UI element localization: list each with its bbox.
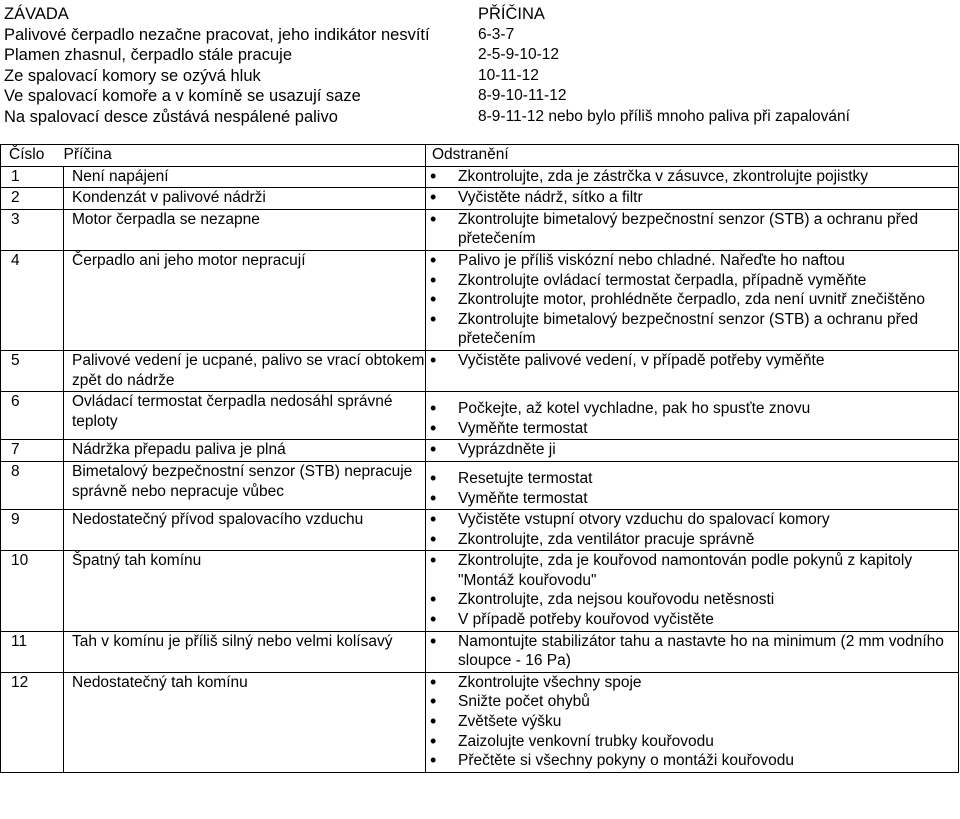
remedy-list — [426, 167, 954, 187]
row-cause: Nedostatečný tah komínu — [64, 672, 426, 772]
remedy-list — [426, 469, 954, 508]
row-cause: Nedostatečný přívod spalovacího vzduchu — [64, 510, 426, 551]
remedy-list — [426, 440, 954, 460]
summary-causes: 10-11-12 — [478, 66, 539, 84]
table-row — [1, 440, 959, 462]
remedy-item: • Zvětšete výšku — [426, 712, 954, 732]
remedy-item: • Zkontrolujte, zda nejsou kouřovodu netěsnosti — [426, 590, 954, 610]
troubleshooting-table — [0, 144, 959, 773]
remedy-item: • Zkontrolujte ovládací termostat čerpadla, případně vyměňte — [426, 271, 954, 291]
row-number: 10 — [1, 551, 64, 631]
cause-column-header: Příčina — [64, 145, 426, 167]
number-column-header: Číslo — [1, 145, 64, 167]
remedy-column-header: Odstranění — [426, 145, 959, 167]
remedy-list — [426, 351, 954, 371]
remedy-item: • Zkontrolujte bimetalový bezpečnostní senzor (STB) a ochranu před přetečením — [426, 210, 954, 249]
row-remedies — [426, 440, 959, 462]
fault-cause-summary — [4, 4, 960, 127]
row-number: 4 — [1, 250, 64, 350]
remedy-item: • Zkontrolujte všechny spoje — [426, 673, 954, 693]
fault-column-header: ZÁVADA — [4, 5, 69, 23]
row-number: 7 — [1, 440, 64, 462]
remedy-item: • Palivo je příliš viskózní nebo chladné. Nařeďte ho naftou — [426, 251, 954, 271]
remedy-item: • Počkejte, až kotel vychladne, pak ho spusťte znovu — [426, 399, 954, 419]
row-cause: Kondenzát v palivové nádrži — [64, 188, 426, 210]
row-remedies — [426, 209, 959, 250]
row-remedies — [426, 461, 959, 509]
table-row — [1, 166, 959, 188]
row-remedies — [426, 350, 959, 391]
summary-row — [4, 45, 960, 66]
summary-causes: 8-9-11-12 nebo bylo příliš mnoho paliva při zapalování — [478, 107, 850, 125]
table-row — [1, 250, 959, 350]
row-cause: Čerpadlo ani jeho motor nepracují — [64, 250, 426, 350]
row-number: 1 — [1, 166, 64, 188]
row-number: 12 — [1, 672, 64, 772]
remedy-list — [426, 510, 954, 549]
row-remedies — [426, 392, 959, 440]
summary-causes: 8-9-10-11-12 — [478, 87, 567, 104]
remedy-item: • Resetujte termostat — [426, 469, 954, 489]
summary-fault: Na spalovací desce zůstává nespálené palivo — [4, 107, 338, 126]
remedy-item: • Vyměňte termostat — [426, 489, 954, 509]
table-row — [1, 510, 959, 551]
remedy-item: • Vyprázdněte ji — [426, 440, 954, 460]
row-remedies — [426, 551, 959, 631]
row-number: 5 — [1, 350, 64, 391]
remedy-list — [426, 251, 954, 349]
remedy-list — [426, 673, 954, 771]
remedy-item: • Namontujte stabilizátor tahu a nastavte ho na minimum (2 mm vodního sloupce - 16 Pa) — [426, 632, 954, 671]
table-row — [1, 551, 959, 631]
remedy-list — [426, 632, 954, 671]
row-number: 9 — [1, 510, 64, 551]
summary-row — [4, 86, 960, 107]
table-row — [1, 188, 959, 210]
summary-fault: Plamen zhasnul, čerpadlo stále pracuje — [4, 46, 293, 64]
table-header-row — [1, 145, 959, 167]
row-cause: Bimetalový bezpečnostní senzor (STB) nepracuje správně nebo nepracuje vůbec — [64, 461, 426, 509]
remedy-item: • Snižte počet ohybů — [426, 692, 954, 712]
remedy-item: • Vyměňte termostat — [426, 419, 954, 439]
remedy-item: • Vyčistěte vstupní otvory vzduchu do spalovací komory — [426, 510, 954, 530]
row-remedies — [426, 672, 959, 772]
remedy-item: • Zkontrolujte, zda je kouřovod namontován podle pokynů z kapitoly "Montáž kouřovodu" — [426, 551, 954, 590]
remedy-item: • Zkontrolujte, zda je zástrčka v zásuvce, zkontrolujte pojistky — [426, 167, 954, 187]
row-number: 6 — [1, 392, 64, 440]
table-row — [1, 209, 959, 250]
row-cause: Špatný tah komínu — [64, 551, 426, 631]
row-remedies — [426, 631, 959, 672]
table-row — [1, 631, 959, 672]
remedy-list — [426, 210, 954, 249]
summary-fault: Palivové čerpadlo nezačne pracovat, jeho indikátor nesvítí — [4, 25, 430, 44]
row-cause: Ovládací termostat čerpadla nedosáhl správné teploty — [64, 392, 426, 440]
remedy-item: • V případě potřeby kouřovod vyčistěte — [426, 610, 954, 630]
remedy-item: • Vyčistěte palivové vedení, v případě potřeby vyměňte — [426, 351, 954, 371]
table-row — [1, 461, 959, 509]
remedy-item: • Přečtěte si všechny pokyny o montáži kouřovodu — [426, 751, 954, 771]
row-cause: Tah v komínu je příliš silný nebo velmi kolísavý — [64, 631, 426, 672]
summary-row — [4, 107, 960, 128]
summary-row — [4, 66, 960, 87]
table-row — [1, 392, 959, 440]
remedy-item: • Zaizolujte venkovní trubky kouřovodu — [426, 732, 954, 752]
row-number: 2 — [1, 188, 64, 210]
row-cause: Motor čerpadla se nezapne — [64, 209, 426, 250]
summary-causes: 6-3-7 — [478, 25, 515, 43]
remedy-list — [426, 399, 954, 438]
row-number: 11 — [1, 631, 64, 672]
row-cause: Není napájení — [64, 166, 426, 188]
row-remedies — [426, 188, 959, 210]
remedy-item: • Vyčistěte nádrž, sítko a filtr — [426, 188, 954, 208]
row-number: 3 — [1, 209, 64, 250]
remedy-item: • Zkontrolujte, zda ventilátor pracuje správně — [426, 530, 954, 550]
row-cause: Palivové vedení je ucpané, palivo se vrací obtokem zpět do nádrže — [64, 350, 426, 391]
cause-column-header: PŘÍČINA — [478, 5, 545, 23]
row-remedies — [426, 510, 959, 551]
table-body — [1, 166, 959, 772]
table-row — [1, 672, 959, 772]
summary-causes: 2-5-9-10-12 — [478, 46, 559, 63]
row-number: 8 — [1, 461, 64, 509]
row-remedies — [426, 250, 959, 350]
remedy-item: • Zkontrolujte bimetalový bezpečnostní senzor (STB) a ochranu před přetečením — [426, 310, 954, 349]
remedy-item: • Zkontrolujte motor, prohlédněte čerpadlo, zda není uvnitř znečištěno — [426, 290, 954, 310]
summary-fault: Ze spalovací komory se ozývá hluk — [4, 66, 261, 85]
row-remedies — [426, 166, 959, 188]
summary-row — [4, 25, 960, 46]
row-cause: Nádržka přepadu paliva je plná — [64, 440, 426, 462]
table-row — [1, 350, 959, 391]
summary-fault: Ve spalovací komoře a v komíně se usazují saze — [4, 87, 361, 105]
remedy-list — [426, 188, 954, 208]
summary-header-row — [4, 4, 960, 25]
remedy-list — [426, 551, 954, 629]
